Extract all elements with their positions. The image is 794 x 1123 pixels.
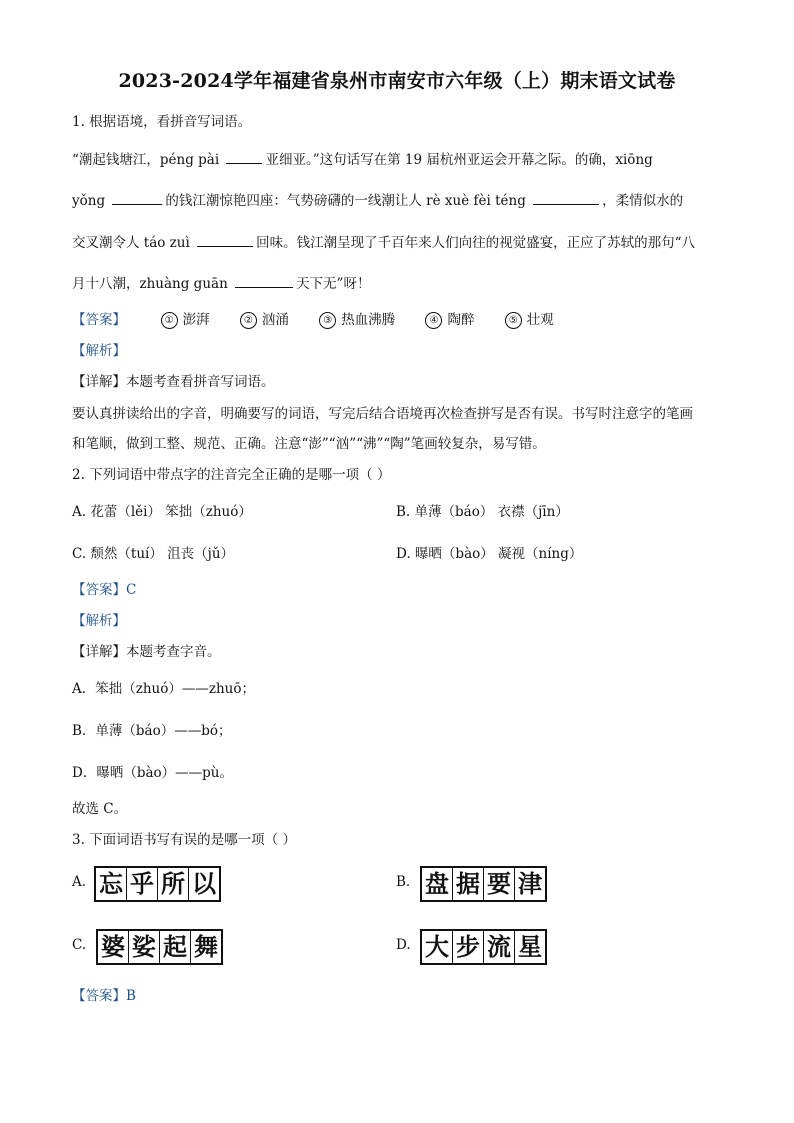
- question-3-option-b-label: B.: [396, 874, 411, 890]
- question-1-detail-line-2: 和笔顺，做到工整、规范、正确。注意“澎”“汹”“沸”“陶”笔画较复杂，易写错。: [72, 436, 546, 452]
- calligraphy-char: 要: [484, 868, 515, 900]
- passage-text: 亚细亚。”这句话写在第 19 届杭州亚运会开幕之际。的确，xiōng: [265, 152, 653, 168]
- question-3-option-a-calligraphy: [94, 866, 221, 902]
- question-2-stem: 2. 下列词语中带点字的注音完全正确的是哪一项（ ）: [72, 467, 391, 483]
- question-1-detail-line-1: 要认真拼读给出的字音，明确要写的词语，写完后结合语境再次检查拼写是否有误。书写时注意字的笔画: [72, 406, 693, 422]
- answer-text: 陶醉: [447, 312, 475, 328]
- answer-item: [319, 308, 395, 329]
- calligraphy-char: 乎: [127, 868, 158, 900]
- calligraphy-char: 婆: [98, 931, 129, 963]
- answer-number: ⑤: [505, 312, 522, 329]
- answer-blank-3: [533, 192, 599, 205]
- answer-number: ②: [240, 312, 257, 329]
- question-2-explain-b: B．单薄（báo）——bó；: [72, 723, 232, 739]
- answer-blank-5: [235, 275, 293, 288]
- answer-item: [425, 308, 474, 329]
- question-2-option-c: C. 颓然（tuí） 沮丧（jǔ）: [72, 546, 235, 562]
- calligraphy-char: 津: [518, 869, 542, 898]
- passage-text: ，柔情似水的: [602, 193, 684, 209]
- answer-item: [240, 308, 289, 329]
- question-1-detail: 【详解】本题考查看拼音写词语。: [72, 374, 275, 390]
- calligraphy-char: 据: [453, 868, 484, 900]
- calligraphy-char: 步: [453, 931, 484, 963]
- passage-text: 回味。钱江潮呈现了千百年来人们向往的视觉盛宴，正应了苏轼的那句“八: [256, 235, 696, 251]
- question-2-option-b: B. 单薄（báo） 衣襟（jīn）: [396, 504, 569, 520]
- answer-number: ①: [161, 312, 178, 329]
- question-1-stem: 1. 根据语境，看拼音写词语。: [72, 114, 252, 130]
- passage-text: 交叉潮令人 táo zuì: [72, 235, 195, 251]
- answer-number: ③: [319, 312, 336, 329]
- calligraphy-char: 盘: [422, 868, 453, 900]
- answer-number: ④: [425, 312, 442, 329]
- question-1-passage-line-3: [72, 231, 695, 251]
- answer-blank-4: [197, 234, 253, 247]
- question-2-detail: 【详解】本题考查字音。: [72, 644, 221, 660]
- question-2-analysis-tag: 【解析】: [72, 613, 126, 629]
- answer-tag: 【答案】: [72, 312, 126, 328]
- answer-text: 澎湃: [182, 312, 210, 328]
- page-title: 2023-2024学年福建省泉州市南安市六年级（上）期末语文试卷: [118, 70, 676, 92]
- answer-blank-2: [112, 192, 162, 205]
- question-1-answer: [72, 308, 580, 329]
- calligraphy-char: 娑: [129, 931, 160, 963]
- passage-text: “潮起钱塘江，péng pài: [72, 152, 224, 168]
- calligraphy-char: 忘: [96, 868, 127, 900]
- question-3-option-c-label: C.: [72, 937, 87, 953]
- question-3-option-b-calligraphy: [420, 866, 547, 902]
- question-3-option-d-label: D.: [396, 937, 411, 953]
- question-2-option-d: D. 曝晒（bào） 凝视（níng）: [396, 546, 583, 562]
- answer-text: 汹涌: [261, 312, 289, 328]
- question-3-option-c-calligraphy: [96, 929, 223, 965]
- passage-text: 月十八潮，zhuàng guān: [72, 276, 233, 292]
- question-2-conclusion: 故选 C。: [72, 801, 128, 817]
- calligraphy-char: 星: [518, 932, 542, 961]
- question-3-option-d-calligraphy: [420, 929, 547, 965]
- calligraphy-char: 所: [158, 868, 189, 900]
- answer-blank-1: [226, 151, 262, 164]
- question-2-answer: 【答案】C: [72, 582, 137, 598]
- calligraphy-char: 流: [484, 931, 515, 963]
- answer-text: 壮观: [526, 312, 554, 328]
- calligraphy-char: 以: [192, 869, 216, 898]
- question-1-passage-line-1: [72, 148, 653, 168]
- question-3-option-a-label: A.: [72, 874, 87, 890]
- answer-item: [161, 308, 210, 329]
- question-2-explain-a: A．笨拙（zhuó）——zhuō；: [72, 681, 256, 697]
- answer-text: 热血沸腾: [341, 312, 396, 328]
- question-2-option-a: A. 花蕾（lěi） 笨拙（zhuó）: [72, 504, 252, 520]
- calligraphy-char: 起: [160, 931, 191, 963]
- calligraphy-char: 舞: [194, 932, 218, 961]
- question-1-passage-line-2: [72, 189, 683, 209]
- question-3-answer: 【答案】B: [72, 988, 136, 1004]
- passage-text: 的钱江潮惊艳四座：气势磅礴的一线潮让人 rè xuè fèi téng: [165, 193, 531, 209]
- passage-text: yǒng: [72, 193, 110, 209]
- question-1-passage-line-4: [72, 272, 370, 292]
- question-2-explain-d: D．曝晒（bào）——pù。: [72, 765, 233, 781]
- passage-text: 天下无”呀！: [296, 276, 371, 292]
- question-3-stem: 3. 下面词语书写有误的是哪一项（ ）: [72, 832, 296, 848]
- question-1-analysis-tag: 【解析】: [72, 343, 126, 359]
- calligraphy-char: 大: [422, 931, 453, 963]
- answer-item: [505, 308, 554, 329]
